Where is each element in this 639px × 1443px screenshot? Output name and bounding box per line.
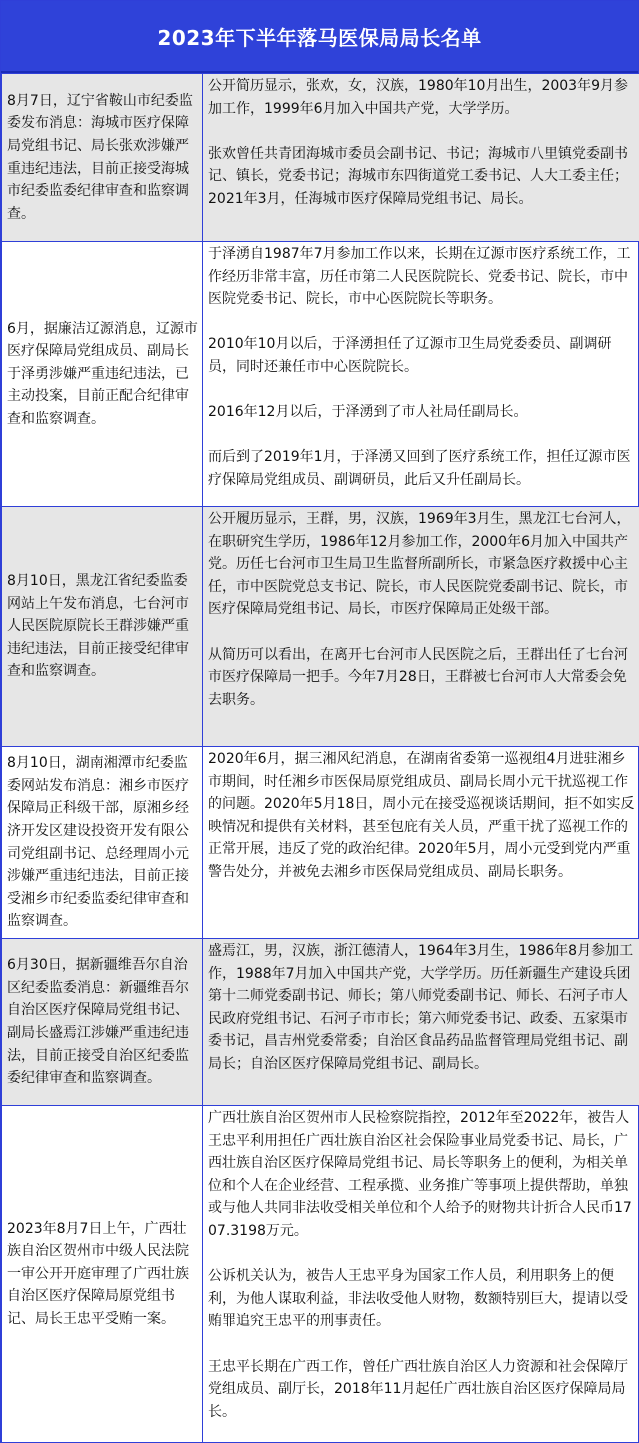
biography-cell <box>203 747 639 939</box>
event-summary-cell: 6月，据廉洁辽源消息，辽源市医疗保障局党组成员、副局长于泽勇涉嫌严重违纪违法，已主动投案，目前正配合纪律审查和监察调查。 <box>2 242 203 507</box>
table-row <box>2 74 639 242</box>
biography-paragraph: 广西壮族自治区贺州市人民检察院指控，2012年至2022年，被告人王忠平利用担任广西壮族自治区社会保险事业局党委书记、局长，广西壮族自治区医疗保障局党组书记、局长等职务上的便利，为相关单位和个人在企业经营、工程承揽、业务推广等事项上提供帮助，单独或与他人共同非法收受相关单位和个人给予的财物共计折合人民币1707.3198万元。 <box>208 1110 632 1239</box>
event-summary-cell: 8月10日，黑龙江省纪委监委网站上午发布消息，七台河市人民医院原院长王群涉嫌严重违纪违法，目前正接受纪律审查和监察调查。 <box>2 507 203 747</box>
biography-cell <box>203 939 639 1106</box>
biography-paragraph: 于泽湧自1987年7月参加工作以来，长期在辽源市医疗系统工作，工作经历非常丰富，历任市第二人民医院院长、党委书记、院长，市中医院党委书记、院长，市中心医院院长等职务。 <box>208 246 631 308</box>
biography-paragraph: 而后到了2019年1月，于泽湧又回到了医疗系统工作，担任辽源市医疗保障局党组成员、副调研员，此后又升任副局长。 <box>208 449 631 488</box>
biography-paragraph: 2020年6月，据三湘风纪消息，在湖南省委第一巡视组4月进驻湘乡市期间，时任湘乡市医保局原党组成员、副局长周小元干扰巡视工作的问题。2020年5月18日，周小元在接受巡视谈话期间，拒不如实反映情况和提供有关材料，甚至包庇有关人员，严重干扰了巡视工作的正常开展，违反了党的政治纪律。2020年5月，周小元受到党内严重警告处分，并被免去湘乡市医保局党组成员、副局长职务。 <box>208 751 635 880</box>
event-summary-cell: 2023年8月7日上午，广西壮族自治区贺州市中级人民法院一审公开开庭审理了广西壮族自治区医疗保障局原党组书记、局长王忠平受贿一案。 <box>2 1106 203 1443</box>
event-summary-cell: 6月30日，据新疆维吾尔自治区纪委监委消息：新疆维吾尔自治区医疗保障局党组书记、副局长盛焉江涉嫌严重违纪违法，目前正接受自治区纪委监委纪律审查和监察调查。 <box>2 939 203 1106</box>
event-summary-cell: 8月7日，辽宁省鞍山市纪委监委发布消息：海城市医疗保障局党组书记、局长张欢涉嫌严重违纪违法，目前正接受海城市纪委监委纪律审查和监察调查。 <box>2 74 203 242</box>
biography-paragraph: 公开履历显示，王群，男，汉族，1969年3月生，黑龙江七台河人，在职研究生学历，1986年12月参加工作，2000年6月加入中国共产党。历任七台河市卫生局卫生监督所副所长，市紧急医疗救援中心主任，市中医院党总支书记、院长，市人民医院党委副书记、院长，市医疗保障局党组书记、局长，市医疗保障局正处级干部。 <box>208 511 631 618</box>
table-row <box>2 507 639 747</box>
biography-paragraph: 2010年10月以后，于泽湧担任了辽源市卫生局党委委员、副调研员，同时还兼任市中心医院院长。 <box>208 336 612 375</box>
officials-table <box>1 73 639 1443</box>
biography-cell <box>203 74 639 242</box>
biography-cell <box>203 507 639 747</box>
table-row <box>2 1106 639 1443</box>
page-title: 2023年下半年落马医保局局长名单 <box>1 1 638 73</box>
biography-paragraph: 张欢曾任共青团海城市委员会副书记、书记；海城市八里镇党委副书记、镇长，党委书记；海城市东四街道党工委书记、人大工委主任；2021年3月，任海城市医疗保障局党组书记、局长。 <box>208 145 628 207</box>
biography-paragraph: 王忠平长期在广西工作，曾任广西壮族自治区人力资源和社会保障厅党组成员、副厅长，2018年11月起任广西壮族自治区医疗保障局局长。 <box>208 1358 628 1420</box>
biography-cell <box>203 242 639 507</box>
table-row <box>2 242 639 507</box>
biography-paragraph: 2016年12月以后，于泽湧到了市人社局任副局长。 <box>208 404 528 421</box>
event-summary-cell: 8月10日，湖南湘潭市纪委监委网站发布消息：湘乡市医疗保障局正科级干部，原湘乡经济开发区建设投资开发有限公司党组副书记、总经理周小元涉嫌严重违纪违法，目前正接受湘乡市纪委监委纪律审查和监察调查。 <box>2 747 203 939</box>
biography-paragraph: 公开简历显示，张欢，女，汉族，1980年10月出生，2003年9月参加工作，1999年6月加入中国共产党，大学学历。 <box>208 78 628 117</box>
table-row <box>2 939 639 1106</box>
table-row <box>2 747 639 939</box>
biography-cell <box>203 1106 639 1443</box>
biography-paragraph: 盛焉江，男，汉族，浙江德清人，1964年3月生，1986年8月参加工作，1988年7月加入中国共产党，大学学历。历任新疆生产建设兵团第十二师党委副书记、师长；第八师党委副书记、师长、石河子市人民政府党组书记、石河子市市长；第六师党委书记、政委、五家渠市委书记，昌吉州党委常委；自治区食品药品监督管理局党组书记、副局长；自治区医疗保障局党组书记、副局长。 <box>208 943 634 1072</box>
biography-paragraph: 从简历可以看出，在离开七台河市人民医院之后，王群出任了七台河市医疗保障局一把手。今年7月28日，王群被七台河市人大常委会免去职务。 <box>208 646 628 708</box>
biography-paragraph: 公诉机关认为，被告人王忠平身为国家工作人员，利用职务上的便利，为他人谋取利益，非法收受他人财物，数额特别巨大，提请以受贿罪追究王忠平的刑事责任。 <box>208 1268 628 1330</box>
